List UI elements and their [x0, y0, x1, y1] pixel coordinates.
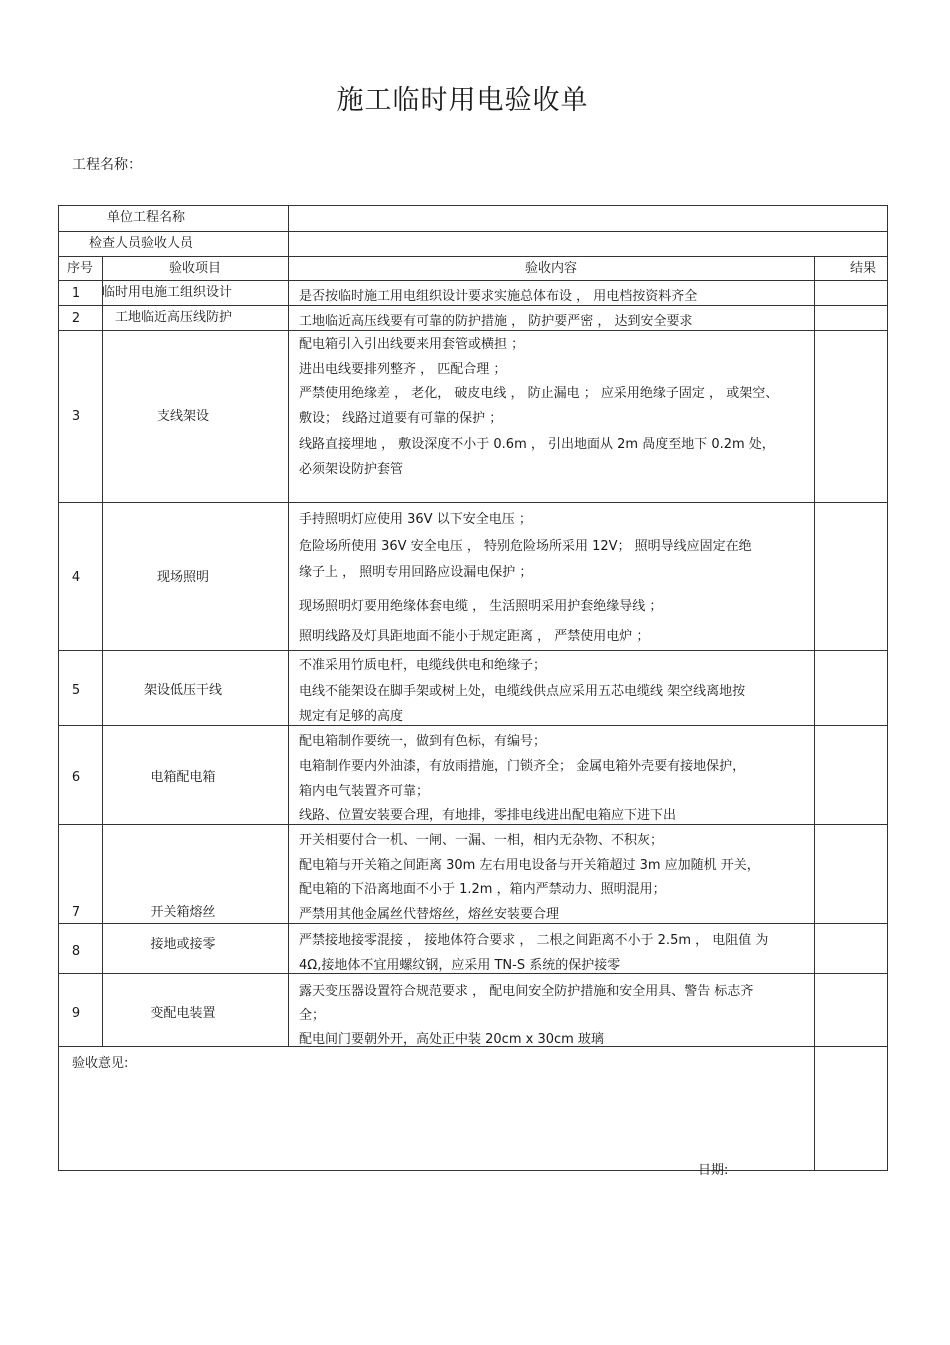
row-content-line: 工地临近高压线要有可靠的防护措施 ， 防护要严密 ， 达到安全要求: [299, 314, 693, 329]
acceptance-opinion-label: 验收意见:: [72, 1056, 129, 1071]
column-rule: [102, 256, 103, 1046]
row-rule: [58, 305, 888, 306]
row-content-line: 配电箱引入引出线要来用套管或横担 ；: [299, 337, 525, 352]
row-content-line: 箱内电气装置齐可靠；: [299, 784, 430, 799]
table-border-top: [58, 205, 888, 206]
table-border-right: [887, 205, 888, 1171]
row-rule: [58, 256, 888, 257]
row-rule: [58, 330, 888, 331]
row-no: 5: [71, 683, 81, 698]
row-content-line: 4Ω,接地体不宜用螺纹钢，应采用 TN-S 系统的保护接零: [299, 958, 621, 973]
row-content-line: 必须架设防护套管: [299, 462, 404, 477]
date-label: 日期:: [698, 1163, 729, 1178]
row-no: 7: [71, 905, 81, 920]
row-content-line: 配电箱与开关箱之间距离 30m 左右用电设备与开关箱超过 3m 应加随机 开关，: [299, 858, 760, 873]
row-rule: [58, 231, 888, 232]
row-content-line: 配电间门要朝外开，高处正中装 20cm x 30cm 玻璃: [299, 1032, 604, 1047]
column-header-item: 验收项目: [168, 261, 221, 276]
row-no: 2: [71, 311, 81, 326]
row-content-line: 危险场所使用 36V 安全电压 ， 特别危险场所采用 12V； 照明导线应固定在绝: [299, 539, 752, 554]
row-content-line: 手持照明灯应使用 36V 以下安全电压 ；: [299, 512, 532, 527]
row-content-line: 配电箱的下沿离地面不小于 1.2m ，箱内严禁动力、照明混用；: [299, 882, 666, 897]
row-rule: [58, 280, 888, 281]
document-title: 施工临时用电验收单: [336, 85, 589, 116]
row-item: 架设低压干线: [143, 683, 222, 698]
row-content-line: 线路、位置安装要合理，有地排，零排电线进出配电箱应下进下出: [299, 808, 677, 823]
row-content-line: 开关相要付合一机、一闸、一漏、一相，相内无杂物、不积灰；: [299, 833, 664, 848]
row-no: 6: [71, 770, 81, 785]
column-header-no: 序号: [66, 261, 93, 276]
row-content-line: 电线不能架设在脚手架或树上处，电缆线供点应采用五芯电缆线 架空线离地按: [299, 684, 746, 699]
row-content-line: 敷设； 线路过道要有可靠的保护 ；: [299, 411, 503, 426]
row-content-line: 线路直接埋地 ， 敷设深度不小于 0.6m ， 引出地面从 2m 咼度至地下 0.2m 处，: [299, 437, 775, 452]
column-header-content: 验收内容: [524, 261, 577, 276]
column-header-result: 结果: [849, 261, 876, 276]
row-item: 接地或接零: [150, 937, 216, 952]
inspector-label: 检查人员验收人员: [89, 236, 194, 251]
row-no: 3: [71, 409, 81, 424]
row-item: 支线架设: [156, 409, 209, 424]
row-item: 电箱配电箱: [150, 770, 216, 785]
row-content-line: 全；: [299, 1008, 326, 1023]
row-item: 现场照明: [156, 570, 209, 585]
row-rule: [58, 923, 888, 924]
unit-project-name-label: 单位工程名称: [107, 210, 186, 225]
row-content-line: 缘子上 ， 照明专用回路应设漏电保护 ；: [299, 565, 533, 580]
table-border-bottom: [58, 1170, 888, 1171]
row-content-line: 露天变压器设置符合规范要求 ， 配电间安全防护措施和安全用具、警告 标志齐: [299, 984, 754, 999]
row-no: 1: [71, 286, 81, 301]
row-item: 临时用电施工组织设计: [102, 285, 233, 300]
row-item: 变配电装置: [150, 1006, 216, 1021]
row-content-line: 不准采用竹质电杆，电缆线供电和绝缘子；: [299, 658, 547, 673]
row-content-line: 是否按临时施工用电组织设计要求实施总体布设 ， 用电档按资料齐全: [299, 289, 698, 304]
row-content-line: 严禁接地接零混接 ， 接地体符合要求 ， 二根之间距离不小于 2.5m ， 电阻值 为: [299, 933, 769, 948]
row-content-line: 配电箱制作要统一，做到有色标，有编号；: [299, 734, 547, 749]
column-rule: [814, 256, 815, 1170]
row-no: 9: [71, 1006, 81, 1021]
row-content-line: 进出电线要排列整齐 ， 匹配合理 ；: [299, 362, 507, 377]
row-no: 4: [71, 570, 81, 585]
row-rule: [58, 650, 888, 651]
row-item: 开关箱熔丝: [150, 905, 216, 920]
row-rule: [58, 725, 888, 726]
row-rule: [58, 824, 888, 825]
row-content-line: 规定有足够的高度: [299, 709, 404, 724]
row-content-line: 电箱制作要内外油漆，有放雨措施，门锁齐全； 金属电箱外壳要有接地保护，: [299, 759, 746, 774]
project-name-label: 工程名称：: [72, 157, 142, 173]
row-item: 工地临近高压线防护: [115, 310, 233, 325]
row-no: 8: [71, 944, 81, 959]
row-content-line: 严禁使用绝缘差 ， 老化， 破皮电线 ， 防止漏电 ； 应采用绝缘子固定 ， 或架空、: [299, 386, 779, 401]
row-content-line: 照明线路及灯具距地面不能小于规定距离 ， 严禁使用电炉 ；: [299, 629, 650, 644]
column-rule: [288, 205, 289, 1046]
row-content-line: 现场照明灯要用绝缘体套电缆 ， 生活照明采用护套绝缘导线 ；: [299, 599, 663, 614]
row-content-line: 严禁用其他金属丝代替熔丝，熔丝安装要合理: [299, 907, 560, 922]
row-rule: [58, 502, 888, 503]
